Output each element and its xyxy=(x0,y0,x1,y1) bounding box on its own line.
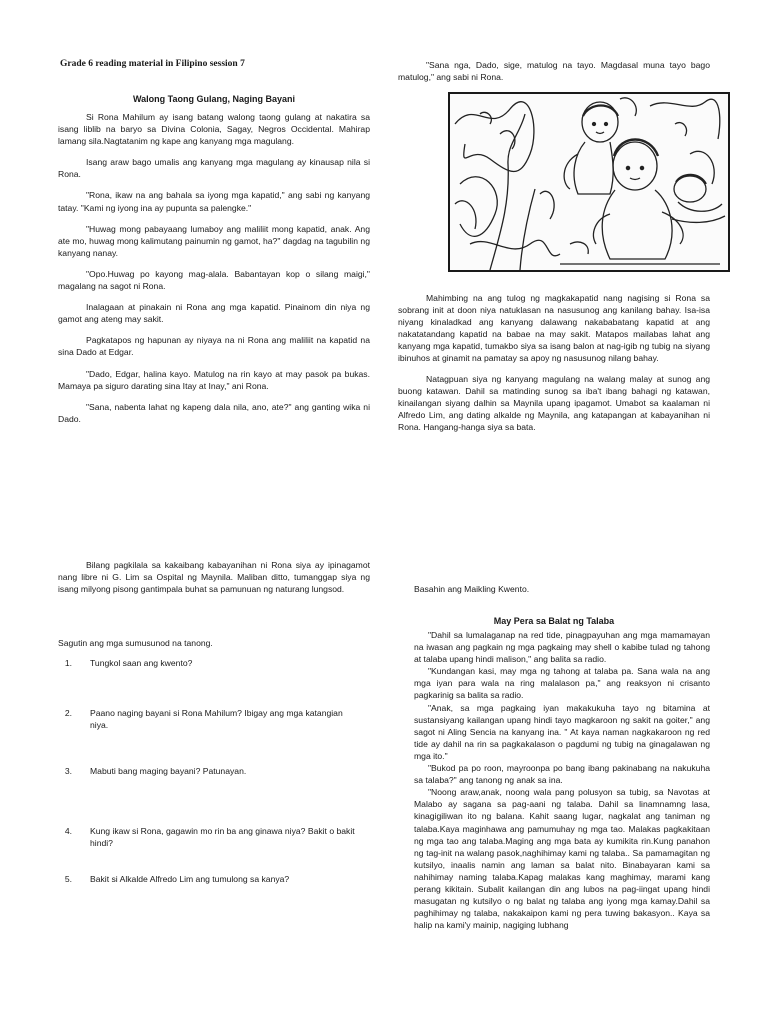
paragraph-3: "Rona, ikaw na ang bahala sa iyong mga kapatid," ang sabi ng kanyang tatay. "Kami ng iyong ina ay pupunta sa palengke." xyxy=(58,190,370,213)
story2-paragraph-1: "Dahil sa lumalaganap na red tide, pinagpayuhan ang mga mamamayan na iwasan ang pagkain ng mga pagkaing may shell o kabibe tulad ng tahong at talaba upang hindi malison," ang balita sa radio. xyxy=(414,630,710,665)
paragraph-9: "Sana, nabenta lahat ng kapeng dala nila, ano, ate?" ang ganting wika ni Dado. xyxy=(58,401,370,424)
paragraph-10: Mahimbing na ang tulog ng magkakapatid nang nagising si Rona sa sobrang init at doon niya natuklasan na nasusunog ang kanilang bahay. Isa-isa niyang kinaladkad ang kanyang dalawang nakababatang kapatid at ang nakatatandang kapatid na babae na may sakit. Matapos mailabas lahat ang kanyang mga kapatid, tumakbo siya sa isang balon at nag-igib ng tubig na siyang ibinuhos at ginamit na pamatay sa apoy ng nasusunog nilang bahay. xyxy=(398,293,710,364)
question-item: 5. Bakit si Alkalde Alfredo Lim ang tumulong sa kanya? xyxy=(64,874,290,884)
story-continued-top: "Sana nga, Dado, sige, matulog na tayo. Magdasal muna tayo bago matulog," ang sabi ni Rona. xyxy=(398,60,710,83)
children-fleeing-fire-illustration-icon xyxy=(450,94,728,270)
story-illustration xyxy=(448,92,730,272)
story-body-right xyxy=(398,292,710,433)
story2-body xyxy=(414,629,710,931)
story2-paragraph-5: "Noong araw,anak, noong wala pang polusyon sa tubig, sa Navotas at Malabo ay sagana sa pag-aani ng talaba. Dahil sa linamnamng lasa, kinagigiliwan ito ng balana. Kahit saang lugar, nagkalat ang taniman ng talaba.Kaya maginhawa ang pamumuhay ng mga tao. Malakas pagkakitaan ng mga tao ang talaba.Maging ang mga bata ay kumikita rin.Kung panahon ng tag-init na walang pasok,naghihimay kami ng talaba.. Sa pamamagitan ng kutsilyo, inaalis namin ang laman sa balat nito. Binabayaran kami sa nahihimay naming talaba.Kapag malakas kang maghimay, marami kang perang kikitain. Subalit kailangan din ang lubos na pag-iingat upang hindi masugatan ng kutsilyo o ng balat ng talaba ang iyong mga kamay.Dahil sa paghihimay ng talaba, nakakaipon kami ng pera tuwing bakasyon.. Kaya sa halip na kami'y mainip, nagiging lubhang xyxy=(414,787,710,931)
paragraph-6: Inalagaan at pinakain ni Rona ang mga kapatid. Pinainom din niya ng gamot ang ateng may sakit. xyxy=(58,302,370,325)
paragraph-11: Natagpuan siya ng kanyang magulang na walang malay at sunog ang buong katawan. Dahil sa matinding sunog sa iba't ibang bahagi ng katawan, kinailangan siyang dalhin sa Maynila upang ipagamot. Umabot sa kaalaman ni Alfredo Lim, ang dating alkalde ng Maynila, ang katapangan at kabayanihan ni Rona. Hangang-hanga siya sa bata. xyxy=(398,373,710,432)
story2-paragraph-4: "Bukod pa po roon, mayroonpa po bang ibang pakinabang na nakukuha sa talaba?" ang tanong ng anak sa ina. xyxy=(414,763,710,786)
story2-paragraph-3: "Anak, sa mga pagkaing iyan makakukuha tayo ng bitamina at sustansiyang kailangan upang hindi tayo magkaroon ng sakit na goiter," ang sagot ni Aling Sencia na kanyang ina. " At kaya naman nagkakaroon ng red tide ay dahil na rin sa pagkakalason o pagdumi ng tubig na ginagalawan ng mga ito." xyxy=(414,702,710,761)
session-label: Grade 6 reading material in Filipino session 7 xyxy=(60,59,245,69)
paragraph-8: "Dado, Edgar, halina kayo. Matulog na rin kayo at may pasok pa bukas. Mamaya pa siguro darating sina Itay at Inay," ani Rona. xyxy=(58,368,370,391)
story2-paragraph-2: "Kundangan kasi, may mga ng tahong at talaba pa. Sana wala na ang mga iyan para wala na ring malalason pa," ang reaksyon ni crisanto pagkarinig sa balita sa radio. xyxy=(414,666,710,701)
story-title: Walong Taong Gulang, Naging Bayani xyxy=(133,94,295,104)
paragraph-7: Pagkatapos ng hapunan ay niyaya na ni Rona ang maliliit na kapatid na sina Dado at Edgar. xyxy=(58,335,370,358)
story2-title: May Pera sa Balat ng Talaba xyxy=(493,616,615,626)
paragraph-1: Si Rona Mahilum ay isang batang walong taong gulang at nakatira sa isang liblib na baryo sa Divina Colonia, Sagay, Negros Occidental. Mahirap lamang sila.Nagtatanim ng kape ang kanyang mga magulang. xyxy=(58,112,370,147)
paragraph-2: Isang araw bago umalis ang kanyang mga magulang ay kinausap nila si Rona. xyxy=(58,157,370,180)
question-item: 1. Tungkol saan ang kwento? xyxy=(64,658,193,668)
question-item: 4. Kung ikaw si Rona, gagawin mo rin ba ang ginawa niya? Bakit o bakit hindi? xyxy=(64,826,355,848)
question-item: 3. Mabuti bang maging bayani? Patunayan. xyxy=(64,766,247,776)
question-item: 2. Paano naging bayani si Rona Mahilum? Ibigay ang mga katangian niya. xyxy=(64,708,343,730)
questions-list xyxy=(60,0,370,1024)
questions-instruction: Sagutin ang mga sumusunod na tanong. xyxy=(58,638,213,648)
paragraph-5: "Opo.Huwag po kayong mag-alala. Babantayan kop o silang maigi," magalang na sagot ni Rona. xyxy=(58,268,370,292)
story-conclusion: Bilang pagkilala sa kakaibang kabayanihan ni Rona siya ay ipinagamot nang libre ni G. Lim sa Ospital ng Maynila. Maliban ditto, tumanggap siya ng isang milyong pisong gantimpala buhat sa pamunuan ng naturang lungsod. xyxy=(58,560,370,595)
paragraph-4: "Huwag mong pabayaang lumaboy ang maliliit mong kapatid, anak. Ang ate mo, huwag mong kalimutang painumin ng gamot, ha?" dagdag na tagubilin ng kanyang nanay. xyxy=(58,223,370,258)
story2-intro: Basahin ang Maikling Kwento. xyxy=(414,584,530,594)
